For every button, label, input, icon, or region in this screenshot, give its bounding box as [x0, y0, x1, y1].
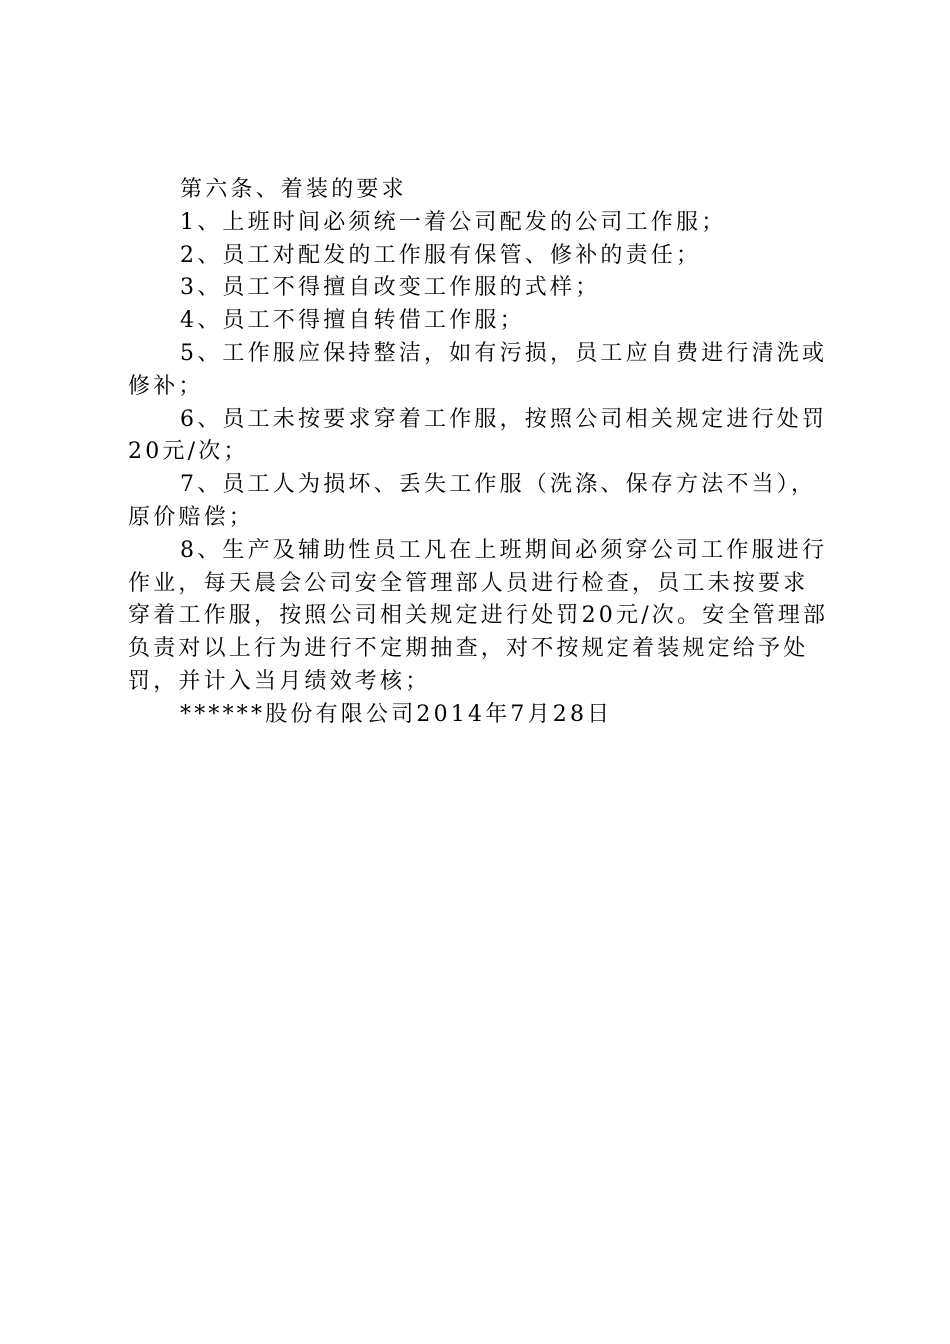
rule-item-7: 7、员工人为损坏、丢失工作服（洗涤、保存方法不当），原价赔偿； — [128, 472, 817, 530]
rule-item-1: 1、上班时间必须统一着公司配发的公司工作服； — [180, 209, 727, 235]
rule-item-3: 3、员工不得擅自改变工作服的式样； — [180, 275, 601, 301]
document-body — [128, 174, 832, 732]
rule-item-5: 5、工作服应保持整洁，如有污损，员工应自费进行清洗或修补； — [128, 340, 828, 399]
rule-item-6: 6、员工未按要求穿着工作服，按照公司相关规定进行处罚20元/次； — [128, 406, 828, 465]
rule-item-2: 2、员工对配发的工作服有保管、修补的责任； — [180, 242, 702, 268]
rule-item-8: 8、生产及辅助性员工凡在上班期间必须穿公司工作服进行作业，每天晨会公司安全管理部人员进行检查，员工未按要求穿着工作服，按照公司相关规定进行处罚20元/次。安全管理部负责对以上行为进行不定期抽查，对不按规定着装规定给予处罚，并计入当月绩效考核； — [128, 537, 829, 694]
rule-item-4: 4、员工不得擅自转借工作服； — [180, 308, 525, 334]
signature-line: ******股份有限公司2014年7月28日 — [180, 701, 613, 727]
section-heading: 第六条、着装的要求 — [180, 177, 407, 202]
